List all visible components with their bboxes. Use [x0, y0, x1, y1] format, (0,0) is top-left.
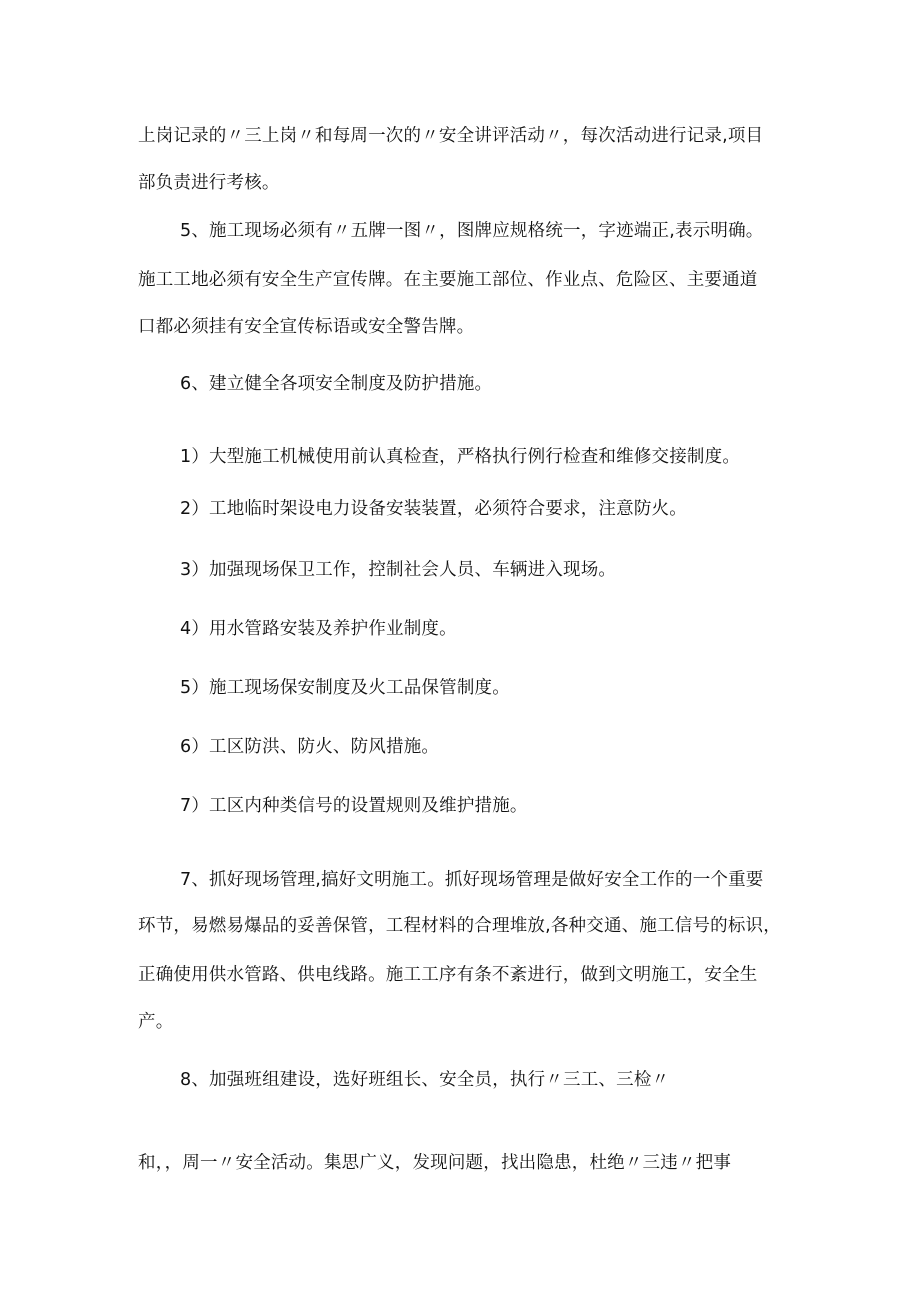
- list-item: 6）工区防洪、防火、防风措施。: [180, 737, 440, 757]
- text-line: 口都必须挂有安全宣传标语或安全警告牌。: [138, 317, 475, 337]
- text-line: 施工工地必须有安全生产宣传牌。在主要施工部位、作业点、危险区、主要通道: [138, 270, 758, 290]
- text-line: 和，，周一〃安全活动。集思广义，发现问题，找出隐患，杜绝〃三违〃把事: [138, 1153, 732, 1173]
- list-item: 4）用水管路安装及养护作业制度。: [180, 619, 457, 639]
- list-item: 1）大型施工机械使用前认真检查，严格执行例行检查和维修交接制度。: [180, 447, 741, 467]
- text-line: 上岗记录的〃三上岗〃和每周一次的〃安全讲评活动〃，每次活动进行记录,项目: [138, 126, 764, 146]
- text-line: 8、加强班组建设，选好班组长、安全员，执行〃三工、三检〃: [180, 1070, 670, 1090]
- text-line: 5、施工现场必须有〃五牌一图〃，图牌应规格统一，字迹端正,表示明确。: [180, 221, 764, 241]
- text-line: 6、建立健全各项安全制度及防护措施。: [180, 374, 493, 394]
- text-line: 正确使用供水管路、供电线路。施工工序有条不紊进行，做到文明施工，安全生: [138, 965, 758, 985]
- text-line: 7、抓好现场管理,搞好文明施工。抓好现场管理是做好安全工作的一个重要: [180, 870, 764, 890]
- list-item: 7）工区内种类信号的设置规则及维护措施。: [180, 796, 528, 816]
- text-line: 环节，易燃易爆品的妥善保管，工程材料的合理堆放,各种交通、施工信号的标识，: [138, 916, 781, 936]
- text-line: 部负责进行考核。: [138, 173, 280, 193]
- list-item: 5）施工现场保安制度及火工品保管制度。: [180, 678, 510, 698]
- list-item: 3）加强现场保卫工作，控制社会人员、车辆进入现场。: [180, 560, 617, 580]
- list-item: 2）工地临时架设电力设备安装装置，必须符合要求，注意防火。: [180, 499, 687, 519]
- text-line: 产。: [138, 1012, 174, 1032]
